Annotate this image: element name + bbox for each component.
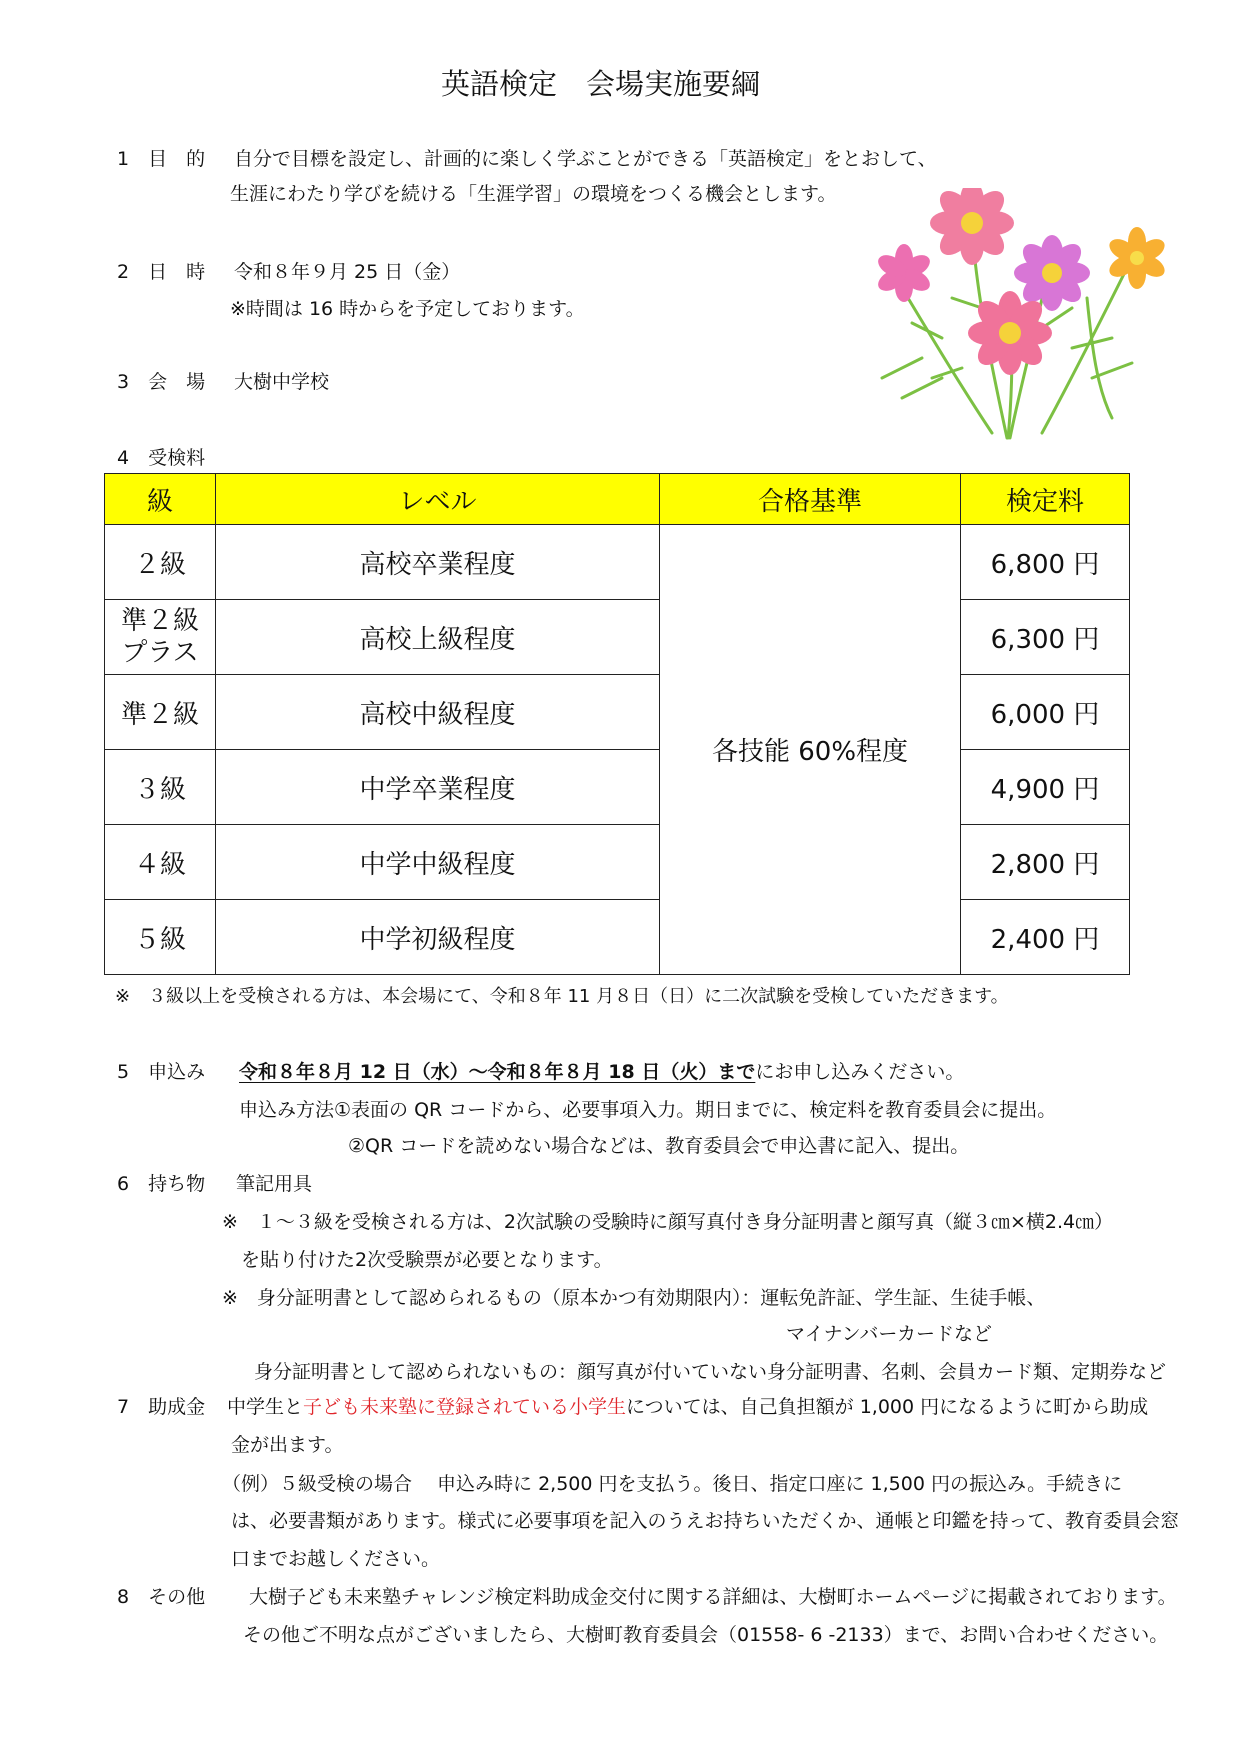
section8-label: 8 その他 [117, 1586, 206, 1608]
section7-label: 7 助成金 [117, 1396, 206, 1418]
table-row [105, 525, 1130, 600]
section6-note3: 身分証明書として認められないもの：顔写真が付いていない身分証明書、名刺、会員カード類、定期券など [254, 1361, 1167, 1383]
fee-cell: 6,300 円 [961, 600, 1130, 675]
section5-method1: 申込み方法①表面の QR コードから、必要事項入力。期日までに、検定料を教育委員会に提出。 [239, 1099, 1057, 1121]
section1-label: 1 目 的 [117, 148, 206, 170]
grade-cell: ５級 [105, 900, 216, 975]
section4-label: 4 受検料 [117, 447, 206, 469]
fee-cell: 4,900 円 [961, 750, 1130, 825]
grade-line2: プラス [121, 638, 199, 668]
section8-line1: 大樹子ども未来塾チャレンジ検定料助成金交付に関する詳細は、大樹町ホームページに掲載されております。 [249, 1586, 1177, 1608]
flower-pink-center [968, 291, 1052, 375]
header-fee: 検定料 [961, 474, 1130, 525]
grade-cell [105, 600, 216, 675]
page-title: 英語検定 会場実施要綱 [441, 67, 761, 101]
section2-time-note: ※時間は 16 時からを予定しております。 [230, 298, 585, 320]
application-period: 令和８年８月 12 日（水）～令和８年８月 18 日（火）まで [239, 1061, 756, 1083]
subsidy-text-pre: 中学生と [227, 1396, 304, 1418]
table-row [105, 675, 1130, 750]
flower-pink-bud [874, 244, 933, 302]
section2-label: 2 日 時 [117, 261, 206, 283]
section7-line2: 金が出ます。 [231, 1434, 344, 1456]
section6-items: 筆記用具 [236, 1173, 313, 1195]
section6-note2b: マイナンバーカードなど [786, 1323, 992, 1345]
section7-example1: （例）５級受検の場合 申込み時に 2,500 円を支払う。後日、指定口座に 1,500 円の振込み。手続きに [222, 1473, 1123, 1495]
level-cell: 高校卒業程度 [216, 525, 660, 600]
section6-note1a: ※ １～３級を受検される方は、2次試験の受験時に顔写真付き身分証明書と顔写真（縦３㎝×横2.4㎝） [222, 1211, 1114, 1233]
section5-label: 5 申込み [117, 1061, 206, 1083]
level-cell: 高校中級程度 [216, 675, 660, 750]
section6-note1b: を貼り付けた2次受験票が必要となります。 [241, 1249, 613, 1271]
fee-cell: 6,000 円 [961, 675, 1130, 750]
section7-line1 [227, 1398, 1148, 1417]
section1-line2: 生涯にわたり学びを続ける「生涯学習」の環境をつくる機会とします。 [230, 183, 837, 205]
level-cell: 中学卒業程度 [216, 750, 660, 825]
section1-line1: 自分で目標を設定し、計画的に楽しく学ぶことができる「英語検定」をとおして、 [234, 148, 937, 170]
section5-period-line [239, 1063, 964, 1082]
header-grade: 級 [105, 474, 216, 525]
flower-pink-large [930, 188, 1014, 265]
grade-cell: ２級 [105, 525, 216, 600]
section7-example2: は、必要書類があります。様式に必要事項を記入のうえお持ちいただくか、通帳と印鑑を持って、教育委員会窓 [231, 1510, 1180, 1532]
fee-table [104, 473, 1130, 975]
application-period-suffix: にお申し込みください。 [755, 1061, 965, 1083]
level-cell: 中学中級程度 [216, 825, 660, 900]
fee-table-header [105, 474, 1130, 525]
fee-cell: 6,800 円 [961, 525, 1130, 600]
section2-date: 令和８年９月 25 日（金） [234, 261, 461, 283]
header-criteria: 合格基準 [660, 474, 961, 525]
section6-label: 6 持ち物 [117, 1173, 206, 1195]
level-cell: 中学初級程度 [216, 900, 660, 975]
section3-venue: 大樹中学校 [234, 371, 330, 393]
subsidy-highlight: 子ども未来塾に登録されている小学生 [303, 1396, 627, 1418]
section5-method2: ②QR コードを読めない場合などは、教育委員会で申込書に記入、提出。 [348, 1135, 970, 1157]
table-row [105, 825, 1130, 900]
grade-line1: 準２級 [120, 605, 199, 636]
subsidy-text-post: については、自己負担額が 1,000 円になるように町から助成 [626, 1396, 1149, 1418]
header-level: レベル [216, 474, 660, 525]
section6-note2a: ※ 身分証明書として認められるもの（原本かつ有効期限内）：運転免許証、学生証、生徒手帳、 [222, 1287, 1046, 1309]
flower-orange [1106, 227, 1169, 289]
grade-cell: ３級 [105, 750, 216, 825]
fee-cell: 2,400 円 [961, 900, 1130, 975]
table-row [105, 600, 1130, 675]
section7-example3: 口までお越しください。 [231, 1548, 441, 1570]
section8-line2: その他ご不明な点がございましたら、大樹町教育委員会（01558- 6 -2133）まで、お問い合わせください。 [243, 1624, 1169, 1646]
cosmos-flowers-image [842, 188, 1172, 448]
grade-cell: ４級 [105, 825, 216, 900]
grade-cell: 準２級 [105, 675, 216, 750]
flower-magenta [1014, 235, 1090, 311]
section3-label: 3 会 場 [117, 371, 206, 393]
table-row [105, 750, 1130, 825]
table-row [105, 900, 1130, 975]
criteria-cell: 各技能 60%程度 [660, 525, 961, 975]
section4-note: ※ ３級以上を受検される方は、本会場にて、令和８年 11 月８日（日）に二次試験を受検していただきます。 [115, 986, 1009, 1007]
level-cell: 高校上級程度 [216, 600, 660, 675]
fee-cell: 2,800 円 [961, 825, 1130, 900]
